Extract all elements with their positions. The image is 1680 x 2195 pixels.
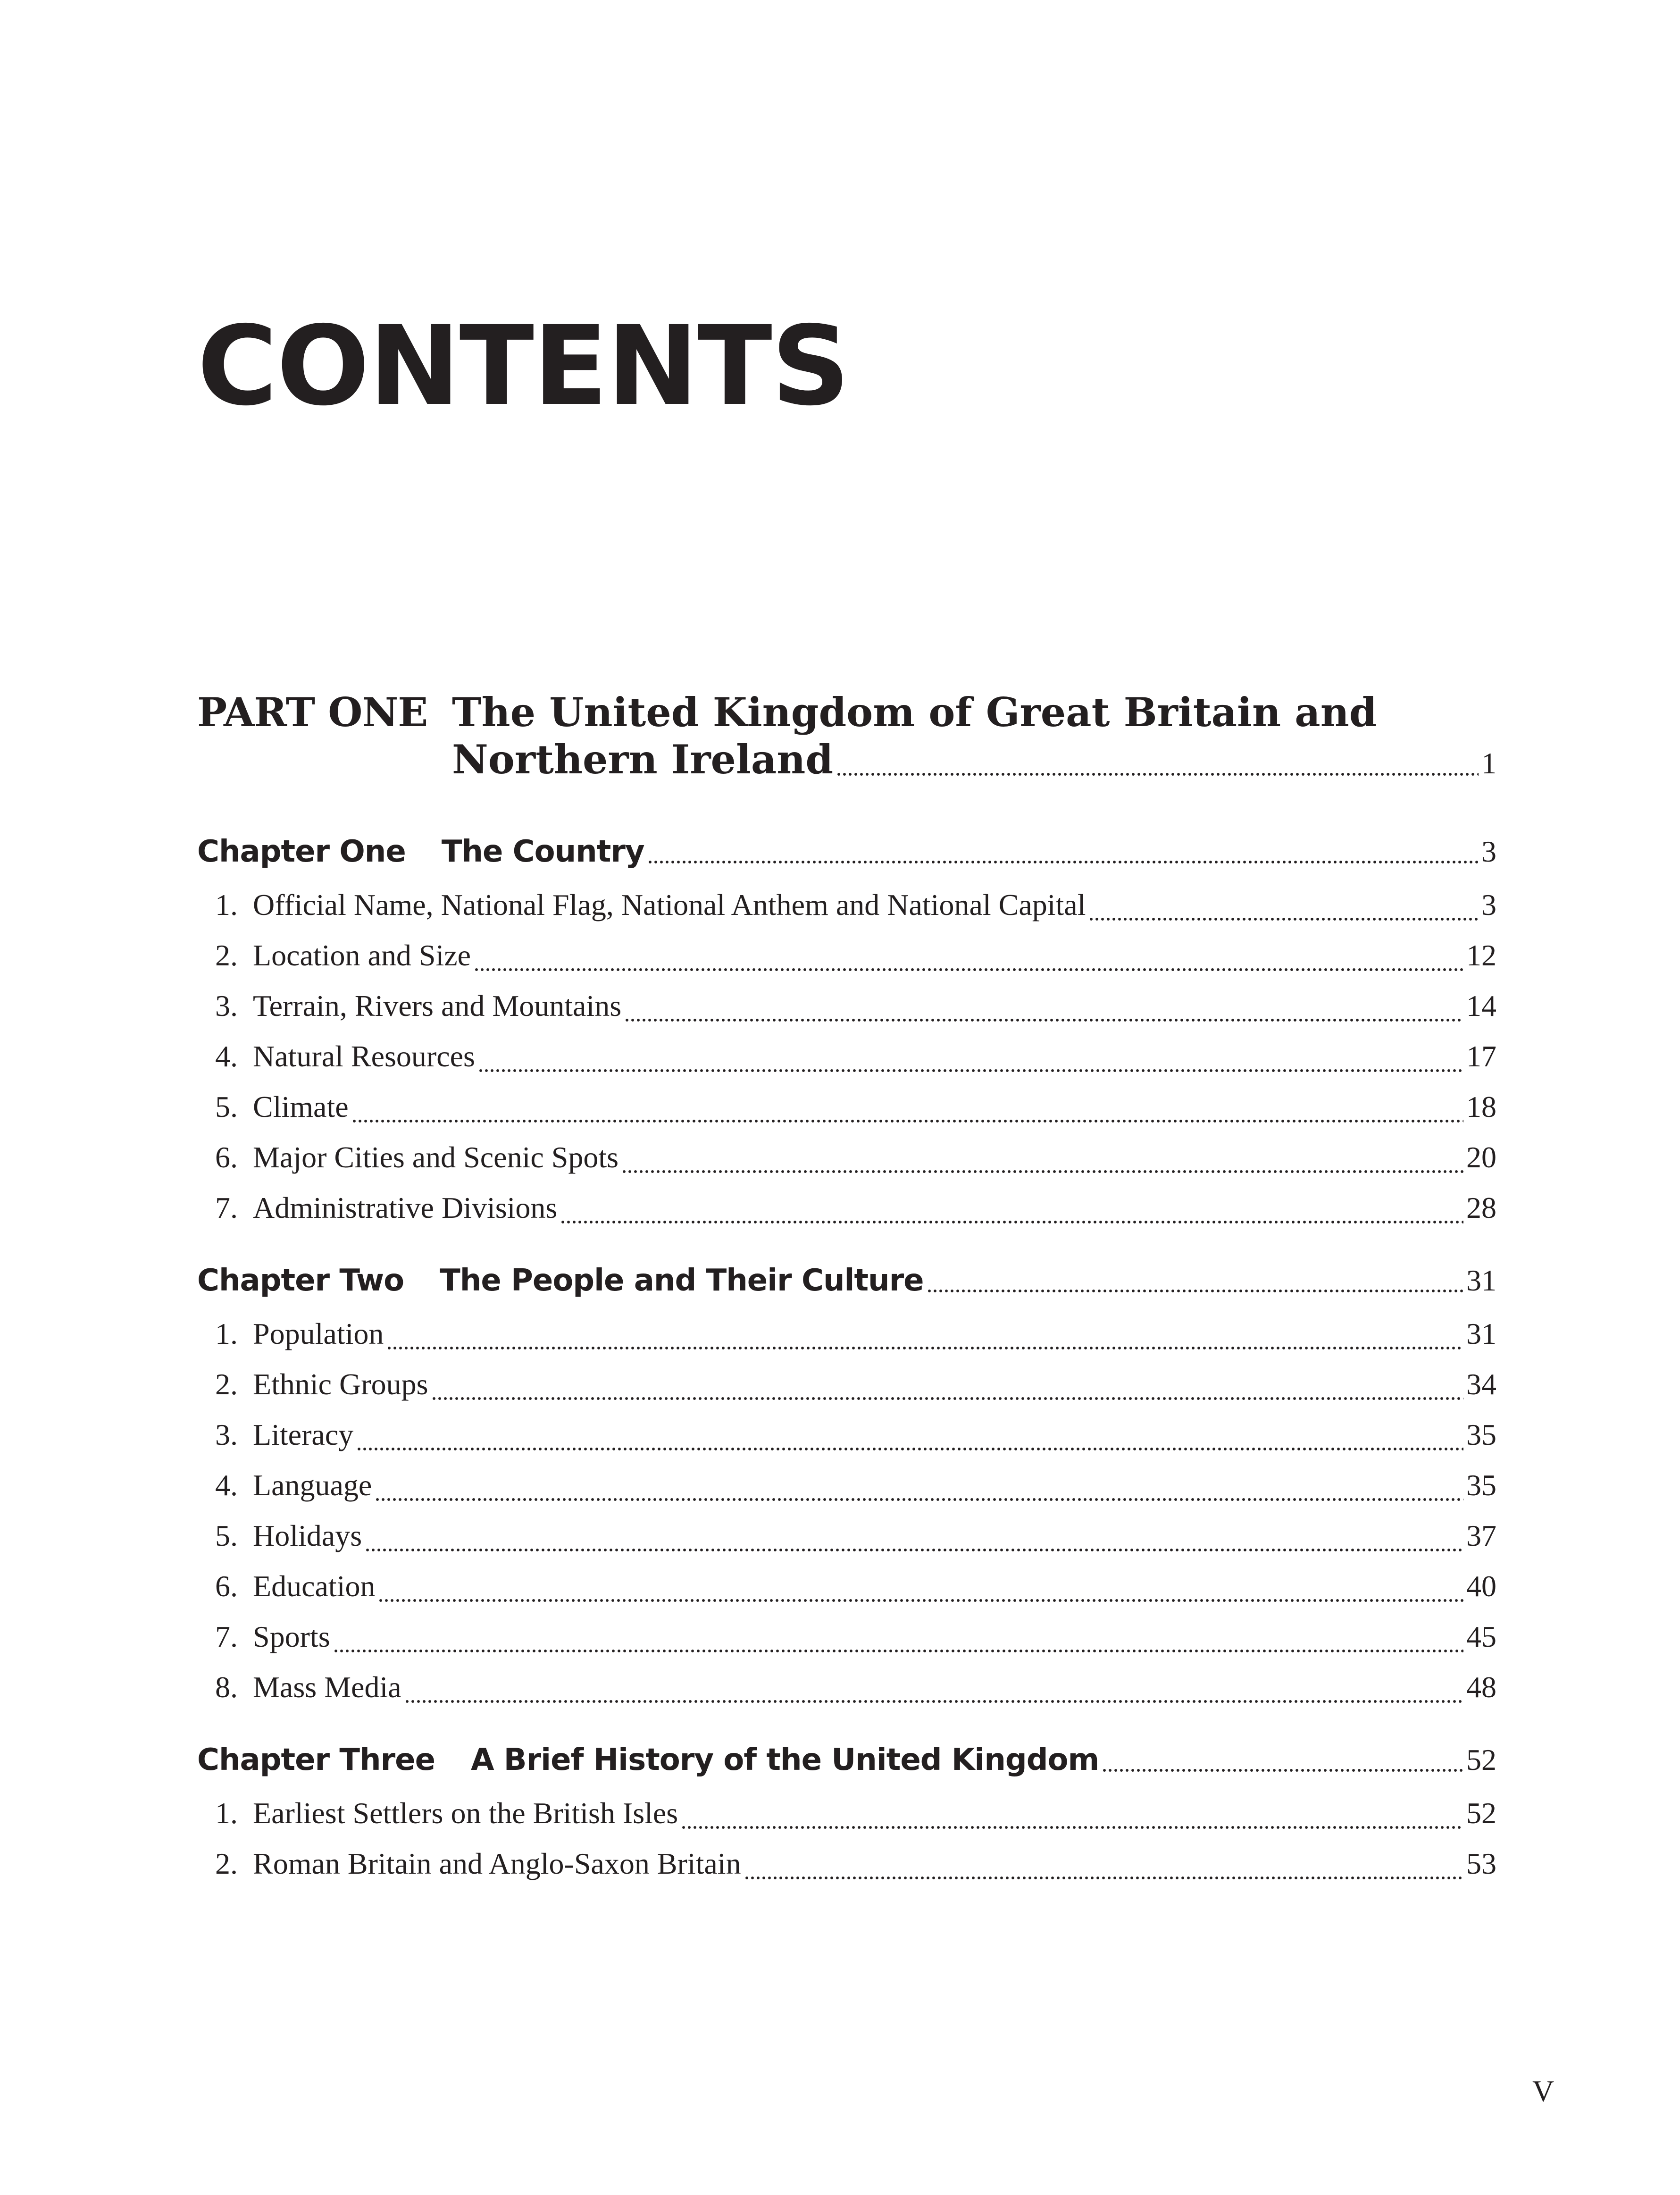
chapter-heading[interactable] bbox=[197, 1259, 1496, 1302]
entry-title: Ethnic Groups bbox=[253, 1367, 428, 1401]
toc-entry[interactable] bbox=[197, 1561, 1496, 1611]
toc-entry[interactable] bbox=[197, 1359, 1496, 1409]
toc-entry[interactable] bbox=[197, 1081, 1496, 1132]
page-ref: 35 bbox=[1466, 1468, 1496, 1502]
page-ref: 40 bbox=[1466, 1569, 1496, 1603]
entry-title: Location and Size bbox=[253, 938, 471, 972]
entry-number: 6. bbox=[215, 1140, 238, 1174]
entry-number: 6. bbox=[215, 1569, 238, 1603]
dot-leader bbox=[647, 860, 1479, 864]
toc-entry[interactable] bbox=[197, 1132, 1496, 1182]
dot-leader bbox=[624, 1018, 1463, 1022]
chapter-title: The Country bbox=[441, 834, 644, 869]
page-ref: 20 bbox=[1466, 1140, 1496, 1174]
dot-leader bbox=[621, 1169, 1463, 1174]
dot-leader bbox=[431, 1396, 1464, 1401]
entry-title: Natural Resources bbox=[253, 1039, 475, 1073]
toc-entry[interactable] bbox=[197, 1182, 1496, 1233]
entry-number: 5. bbox=[215, 1519, 238, 1552]
entry-number: 3. bbox=[215, 1418, 238, 1451]
dot-leader bbox=[681, 1825, 1463, 1830]
entry-title: Sports bbox=[253, 1620, 330, 1653]
dot-leader bbox=[927, 1289, 1463, 1293]
part-title-line2: Northern Ireland bbox=[452, 736, 834, 783]
page-ref: 53 bbox=[1466, 1847, 1496, 1880]
toc-entry[interactable] bbox=[197, 1409, 1496, 1460]
chapter-heading[interactable] bbox=[197, 830, 1496, 873]
toc-entry[interactable] bbox=[197, 930, 1496, 980]
toc-entry[interactable] bbox=[197, 1611, 1496, 1662]
section-list bbox=[197, 880, 1496, 1233]
entry-number: 7. bbox=[215, 1191, 238, 1224]
page-ref: 28 bbox=[1466, 1191, 1496, 1224]
entry-number: 1. bbox=[215, 888, 238, 922]
entry-title: Population bbox=[253, 1317, 384, 1350]
dot-leader bbox=[474, 967, 1463, 972]
dot-leader bbox=[478, 1068, 1463, 1073]
chapter-label: Chapter One bbox=[197, 834, 406, 869]
toc-entry[interactable] bbox=[197, 1838, 1496, 1889]
entry-number: 2. bbox=[215, 938, 238, 972]
entry-title: Climate bbox=[253, 1090, 349, 1123]
part-label: PART ONE bbox=[197, 689, 428, 736]
page-ref: 45 bbox=[1466, 1620, 1496, 1653]
page-ref: 34 bbox=[1466, 1367, 1496, 1401]
page-ref: 52 bbox=[1466, 1796, 1496, 1830]
dot-leader bbox=[375, 1497, 1463, 1502]
toc-entry[interactable] bbox=[197, 1308, 1496, 1359]
entry-number: 1. bbox=[215, 1317, 238, 1350]
section-list bbox=[197, 1308, 1496, 1712]
page-ref: 14 bbox=[1466, 989, 1496, 1022]
entry-number: 8. bbox=[215, 1670, 238, 1704]
part-heading[interactable] bbox=[197, 689, 1496, 787]
entry-title: Holidays bbox=[253, 1519, 362, 1552]
page-ref: 3 bbox=[1481, 888, 1496, 922]
part-title bbox=[452, 689, 1496, 787]
dot-leader bbox=[744, 1876, 1463, 1880]
entry-title: Language bbox=[253, 1468, 372, 1502]
page-ref: 17 bbox=[1466, 1039, 1496, 1073]
toc-entry[interactable] bbox=[197, 880, 1496, 930]
section-list bbox=[197, 1788, 1496, 1889]
page-ref: 37 bbox=[1466, 1519, 1496, 1552]
chapter-title: The People and Their Culture bbox=[440, 1263, 924, 1298]
chapter-label: Chapter Three bbox=[197, 1743, 435, 1777]
entry-title: Administrative Divisions bbox=[253, 1191, 558, 1224]
page-ref: 1 bbox=[1481, 746, 1496, 780]
entry-number: 1. bbox=[215, 1796, 238, 1830]
toc-entry[interactable] bbox=[197, 1662, 1496, 1712]
chapter-heading[interactable] bbox=[197, 1739, 1496, 1781]
chapter-label: Chapter Two bbox=[197, 1263, 404, 1298]
toc-entry[interactable] bbox=[197, 1460, 1496, 1510]
chapter-title: A Brief History of the United Kingdom bbox=[470, 1743, 1099, 1777]
dot-leader bbox=[378, 1598, 1463, 1603]
entry-number: 3. bbox=[215, 989, 238, 1022]
entry-title: Mass Media bbox=[253, 1670, 401, 1704]
page-ref: 31 bbox=[1466, 1264, 1496, 1297]
dot-leader bbox=[351, 1119, 1463, 1123]
toc-entry[interactable] bbox=[197, 1031, 1496, 1081]
entry-title: Earliest Settlers on the British Isles bbox=[253, 1796, 678, 1830]
page-ref: 12 bbox=[1466, 938, 1496, 972]
entry-title: Official Name, National Flag, National Anthem and National Capital bbox=[253, 888, 1086, 922]
entry-number: 4. bbox=[215, 1039, 238, 1073]
part-title-line1: The United Kingdom of Great Britain and bbox=[452, 689, 1377, 736]
entry-title: Education bbox=[253, 1569, 376, 1603]
page-number: V bbox=[1532, 2074, 1555, 2108]
dot-leader bbox=[560, 1220, 1463, 1224]
entry-number: 2. bbox=[215, 1367, 238, 1401]
dot-leader bbox=[333, 1649, 1463, 1653]
page-ref: 52 bbox=[1466, 1743, 1496, 1776]
dot-leader bbox=[365, 1548, 1463, 1552]
dot-leader bbox=[386, 1346, 1463, 1350]
page-ref: 3 bbox=[1481, 835, 1496, 868]
entry-number: 2. bbox=[215, 1847, 238, 1880]
dot-leader bbox=[1102, 1768, 1463, 1773]
entry-number: 7. bbox=[215, 1620, 238, 1653]
entry-title: Major Cities and Scenic Spots bbox=[253, 1140, 619, 1174]
toc-entry[interactable] bbox=[197, 1510, 1496, 1561]
dot-leader bbox=[1088, 917, 1479, 922]
page-ref: 18 bbox=[1466, 1090, 1496, 1123]
dot-leader bbox=[404, 1699, 1463, 1704]
entry-title: Literacy bbox=[253, 1418, 354, 1451]
entry-title: Roman Britain and Anglo-Saxon Britain bbox=[253, 1847, 741, 1880]
page-title: CONTENTS bbox=[197, 302, 849, 430]
entry-number: 5. bbox=[215, 1090, 238, 1123]
table-of-contents bbox=[197, 689, 1496, 1889]
page-ref: 48 bbox=[1466, 1670, 1496, 1704]
toc-entry[interactable] bbox=[197, 1788, 1496, 1838]
page-ref: 31 bbox=[1466, 1317, 1496, 1350]
page-ref: 35 bbox=[1466, 1418, 1496, 1451]
entry-number: 4. bbox=[215, 1468, 238, 1502]
entry-title: Terrain, Rivers and Mountains bbox=[253, 989, 622, 1022]
dot-leader bbox=[836, 772, 1479, 777]
dot-leader bbox=[356, 1447, 1463, 1451]
toc-entry[interactable] bbox=[197, 980, 1496, 1031]
